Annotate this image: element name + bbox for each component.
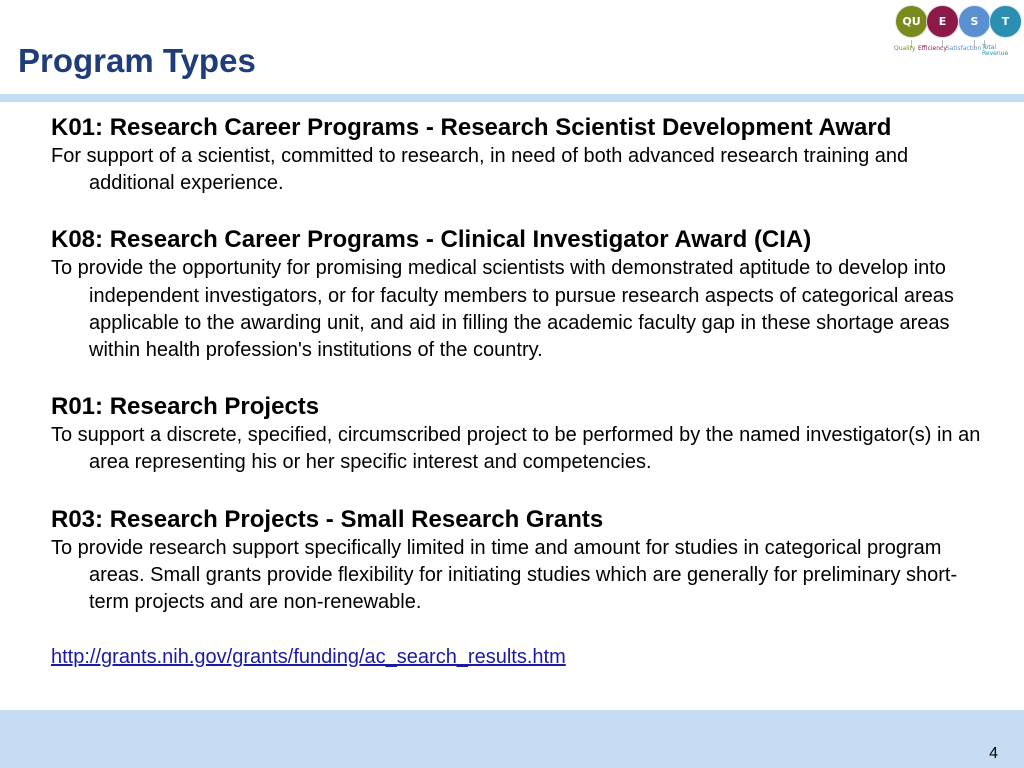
program-heading: K01: Research Career Programs - Research Scientist Development Award — [51, 114, 892, 141]
logo-circle-label: QU — [902, 15, 921, 28]
logo-circle-t — [989, 5, 1022, 38]
program-description: To provide research support specifically limited in time and amount for studies in categorical program areas. Small grants provide flexibility for initiating studies which are generally for preliminary short-term projects and are non-renewable. — [51, 536, 958, 614]
header-divider — [0, 94, 1024, 102]
program-r03 — [51, 505, 991, 617]
logo-caption-total-revenue: Total Revenue — [982, 44, 1009, 57]
program-k01 — [51, 113, 991, 197]
program-description: For support of a scientist, committed to research, in need of both advanced research training and additional experience. — [51, 145, 909, 195]
logo-circle-label: S — [970, 15, 979, 28]
logo-caption-satisfaction: Satisfaction — [946, 45, 982, 52]
program-r01 — [51, 392, 991, 476]
program-heading: K08: Research Career Programs - Clinical Investigator Award (CIA) — [51, 226, 812, 254]
link-container — [51, 644, 991, 671]
program-k08 — [51, 225, 991, 364]
page-number: 4 — [989, 745, 998, 762]
footer-band — [0, 710, 1024, 768]
nih-grants-link[interactable]: http://grants.nih.gov/grants/funding/ac_search_results.htm — [51, 646, 566, 669]
slide-title: Program Types — [18, 42, 256, 79]
logo-circle-label: T — [1001, 15, 1010, 28]
quest-logo — [892, 3, 1024, 61]
program-heading: R01: Research Projects — [51, 393, 320, 421]
logo-circle-qu — [895, 5, 928, 38]
logo-circle-e — [926, 5, 959, 38]
logo-circle-label: E — [938, 15, 947, 28]
logo-circle-s — [958, 5, 991, 38]
slide-body — [51, 113, 991, 671]
logo-caption-efficiency: Efficiency — [918, 45, 947, 52]
program-heading: R03: Research Projects - Small Research Grants — [51, 505, 604, 533]
program-description: To support a discrete, specified, circumscribed project to be performed by the named investigator(s) in an area representing his or her specific interest and competencies. — [51, 424, 981, 474]
program-description: To provide the opportunity for promising medical scientists with demonstrated aptitude to develop into independent investigators, or for faculty members to pursue research aspects of categorical areas applicable to the awarding unit, and aid in filling the academic faculty gap in these shortage areas within health profession's institutions of the country. — [51, 257, 954, 362]
logo-caption-quality: Quality — [894, 45, 916, 52]
